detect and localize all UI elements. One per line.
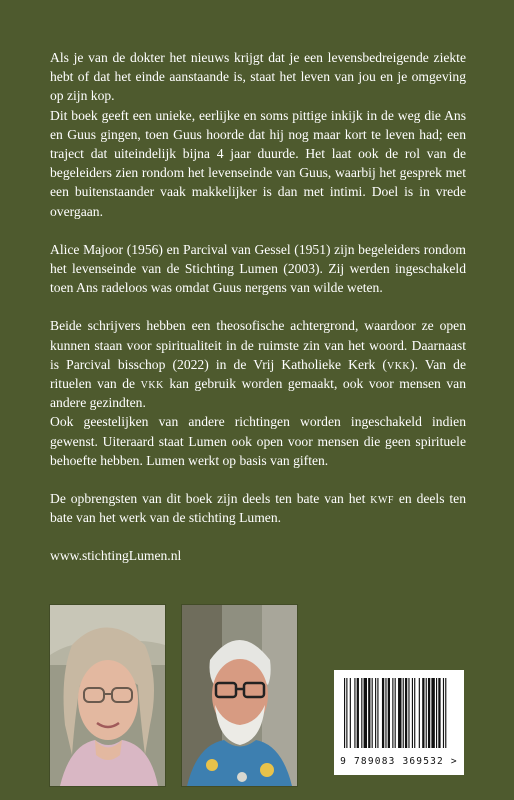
barcode-bar (443, 678, 444, 748)
background-text-3: kan gebruik worden gemaakt, ook voor mensen van andere gezindten. (50, 376, 467, 411)
barcode-bar (361, 678, 362, 748)
barcode-bar (357, 678, 359, 748)
paragraph-other-clergy: Ook geestelijken van andere richtingen worden ingeschakeld indien gewenst. Uiteraard staat Lumen ook open voor mensen die geen spirituele behoefte hebben. Lumen werkt op basis van giften. (50, 414, 466, 468)
paragraph-authors: Alice Majoor (1956) en Parcival van Gessel (1951) zijn begeleiders rondom het levenseinde van de Stichting Lumen (2003). Zij werden ingeschakeld toen Ans radeloos was omdat Guus nergens van wilde weten. (50, 241, 466, 296)
barcode-bar (385, 678, 386, 748)
barcode-bar (395, 678, 396, 748)
proceeds-text-1: De opbrengsten van dit boek zijn deels ten bate van het (50, 491, 371, 507)
vkk-abbreviation: vkk (386, 356, 411, 372)
author-photo-alice (50, 605, 165, 786)
barcode-bar (438, 678, 440, 748)
paragraph-background (50, 316, 466, 412)
barcode-bar (419, 678, 420, 748)
barcode-bar (405, 678, 407, 748)
isbn-barcode (334, 670, 464, 775)
barcode-bar (344, 678, 345, 748)
barcode-bar (382, 678, 384, 748)
blurb-text (50, 48, 466, 585)
website-url: www.stichtingLumen.nl (50, 548, 182, 564)
paragraph-summary: Dit boek geeft een unieke, eerlijke en soms pittige inkijk in de weg die Ans en Guus gingen, toen Guus hoorde dat hij nog maar kort te leven had; een traject dat uiteindelijk bijna 4 jaar duurde. Het laat ook de rol van de begeleiders zien rondom het levenseinde van Guus, waarbij het gesprek met een buitenstaander vaak makkelijker is dan met intimi. Doel is in vrede overgaan. (50, 107, 466, 219)
barcode-bar (364, 678, 367, 748)
proceeds-text-2: en deels ten bate van het werk van de stichting Lumen. (50, 491, 466, 526)
barcode-bar (428, 678, 430, 748)
barcode-bar (392, 678, 393, 748)
paragraph-intro: Als je van de dokter het nieuws krijgt dat je een levensbedreigende ziekte hebt of dat het einde aanstaande is, staat het leven van jou en je omgeving op zijn kop. (50, 50, 466, 104)
background-text-2: ). Van de rituelen van de (50, 356, 467, 392)
barcode-bar (375, 678, 376, 748)
background-text-1: Beide schrijvers hebben een theosofische achtergrond, waardoor ze open kunnen staan voor spiritualiteit in de ruimste zin van het woord. Daarnaast is Parcival bisschop (2022) in de Vrij Katholieke Kerk ( (50, 318, 466, 372)
barcode-bar (350, 678, 351, 748)
barcode-bar (354, 678, 355, 748)
barcode-bars (334, 670, 464, 752)
barcode-bar (445, 678, 446, 748)
barcode-bar (436, 678, 437, 748)
portrait-image (50, 605, 165, 786)
barcode-bar (372, 678, 373, 748)
barcode-bar (346, 678, 347, 748)
portrait-image (182, 605, 297, 786)
paragraph-proceeds (50, 489, 466, 527)
barcode-bar (377, 678, 378, 748)
author-photo-parcival (182, 605, 297, 786)
barcode-bar (388, 678, 390, 748)
barcode-bar (412, 678, 413, 748)
barcode-bar (422, 678, 424, 748)
barcode-bar (368, 678, 370, 748)
isbn-digits: 9 789083 369532 > (340, 756, 458, 767)
barcode-bar (414, 678, 415, 748)
barcode-bar (426, 678, 427, 748)
barcode-bar (398, 678, 401, 748)
barcode-bar (403, 678, 404, 748)
barcode-bar (408, 678, 409, 748)
vkk-abbreviation-2: vkk (140, 376, 164, 392)
kwf-abbreviation: kwf (370, 491, 394, 507)
barcode-bar (431, 678, 434, 748)
